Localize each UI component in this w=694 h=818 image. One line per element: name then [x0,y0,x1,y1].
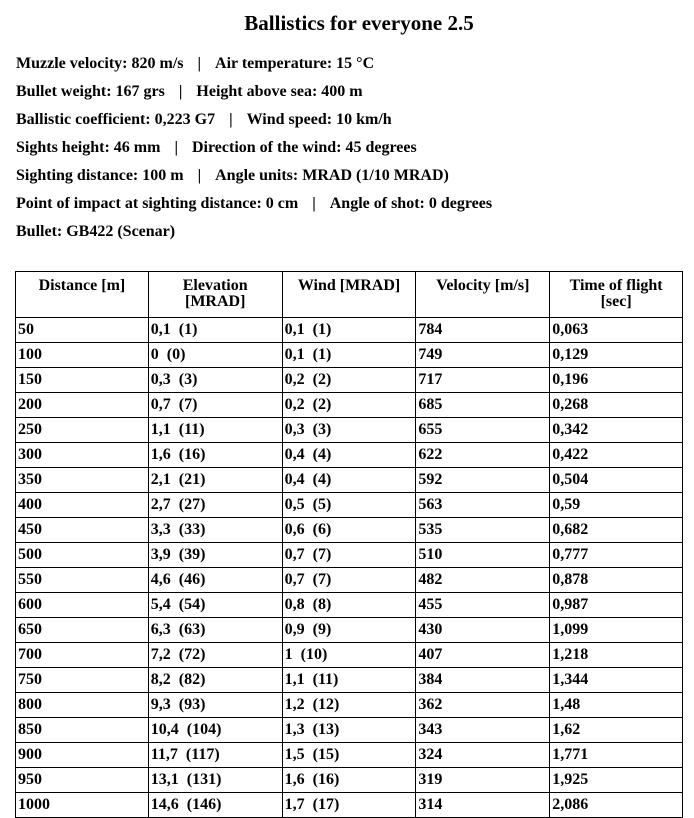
cell-distance: 700 [16,643,149,668]
param-height-above-sea: Height above sea: 400 m [196,83,363,100]
cell-velocity: 314 [416,793,550,818]
cell-velocity: 343 [416,718,550,743]
cell-wind: 1,6 (16) [282,768,416,793]
cell-elevation: 14,6 (146) [148,793,282,818]
cell-elevation: 3,3 (33) [148,518,282,543]
param-muzzle-velocity: Muzzle velocity: 820 m/s [16,55,184,72]
header-velocity: Velocity [m/s] [416,272,550,318]
cell-time-of-flight: 0,129 [550,343,683,368]
cell-elevation: 10,4 (104) [148,718,282,743]
param-bullet: Bullet: GB422 (Scenar) [16,223,176,240]
cell-wind: 0,4 (4) [282,468,416,493]
cell-velocity: 384 [416,668,550,693]
table-header-row [16,272,683,318]
cell-time-of-flight: 0,504 [550,468,683,493]
cell-distance: 850 [16,718,149,743]
cell-elevation: 4,6 (46) [148,568,282,593]
cell-time-of-flight: 0,777 [550,543,683,568]
ballistics-table [15,271,683,818]
table-row [16,693,683,718]
table-row [16,493,683,518]
header-time-of-flight: Time of flight [sec] [550,272,683,318]
cell-elevation: 1,6 (16) [148,443,282,468]
cell-wind: 0,9 (9) [282,618,416,643]
param-separator: | [178,83,183,100]
cell-elevation: 7,2 (72) [148,643,282,668]
cell-velocity: 319 [416,768,550,793]
param-line [16,134,492,162]
cell-time-of-flight: 0,196 [550,368,683,393]
param-wind-direction: Direction of the wind: 45 degrees [191,139,417,156]
table-row [16,743,683,768]
cell-elevation: 2,1 (21) [148,468,282,493]
cell-time-of-flight: 1,099 [550,618,683,643]
table-row [16,793,683,818]
cell-velocity: 784 [416,318,550,343]
cell-velocity: 655 [416,418,550,443]
cell-distance: 900 [16,743,149,768]
param-wind-speed: Wind speed: 10 km/h [246,111,392,128]
param-separator: | [229,111,233,128]
cell-elevation: 6,3 (63) [148,618,282,643]
cell-velocity: 455 [416,593,550,618]
cell-elevation: 2,7 (27) [148,493,282,518]
table-row [16,343,683,368]
cell-wind: 0,8 (8) [282,593,416,618]
cell-distance: 550 [16,568,149,593]
cell-time-of-flight: 0,878 [550,568,683,593]
cell-elevation: 13,1 (131) [148,768,282,793]
cell-distance: 350 [16,468,149,493]
param-angle-of-shot: Angle of shot: 0 degrees [329,195,493,212]
cell-elevation: 1,1 (11) [148,418,282,443]
cell-distance: 150 [16,368,149,393]
cell-wind: 0,7 (7) [282,543,416,568]
param-point-of-impact: Point of impact at sighting distance: 0 cm [16,195,299,212]
table-row [16,668,683,693]
param-separator: | [197,167,202,184]
table-row [16,718,683,743]
param-separator: | [312,195,316,212]
cell-velocity: 717 [416,368,550,393]
cell-wind: 0,7 (7) [282,568,416,593]
param-sights-height: Sights height: 46 mm [16,139,161,156]
cell-distance: 650 [16,618,149,643]
cell-velocity: 749 [416,343,550,368]
cell-distance: 600 [16,593,149,618]
param-angle-units: Angle units: MRAD (1/10 MRAD) [215,167,449,184]
param-air-temperature: Air temperature: 15 °C [215,55,375,72]
cell-time-of-flight: 1,48 [550,693,683,718]
table-body [16,318,683,818]
param-sighting-distance: Sighting distance: 100 m [16,167,184,184]
cell-time-of-flight: 1,344 [550,668,683,693]
cell-elevation: 0,3 (3) [148,368,282,393]
header-elevation: Elevation [MRAD] [148,272,282,318]
param-line [16,190,492,218]
cell-elevation: 9,3 (93) [148,693,282,718]
page-title: Ballistics for everyone 2.5 [244,11,474,35]
cell-distance: 50 [16,318,149,343]
cell-elevation: 5,4 (54) [148,593,282,618]
cell-time-of-flight: 0,342 [550,418,683,443]
cell-distance: 800 [16,693,149,718]
cell-distance: 500 [16,543,149,568]
cell-time-of-flight: 0,063 [550,318,683,343]
table-row [16,768,683,793]
param-separator: | [174,139,178,156]
param-ballistic-coefficient: Ballistic coefficient: 0,223 G7 [16,111,216,128]
cell-time-of-flight: 1,771 [550,743,683,768]
cell-wind: 1,7 (17) [282,793,416,818]
table-row [16,468,683,493]
table-row [16,568,683,593]
param-bullet-weight: Bullet weight: 167 grs [16,83,165,100]
cell-distance: 400 [16,493,149,518]
cell-elevation: 3,9 (39) [148,543,282,568]
cell-time-of-flight: 0,987 [550,593,683,618]
cell-wind: 0,6 (6) [282,518,416,543]
cell-velocity: 510 [416,543,550,568]
cell-elevation: 0,7 (7) [148,393,282,418]
cell-velocity: 362 [416,693,550,718]
cell-distance: 250 [16,418,149,443]
cell-time-of-flight: 0,422 [550,443,683,468]
cell-distance: 1000 [16,793,149,818]
cell-wind: 0,1 (1) [282,318,416,343]
cell-wind: 0,3 (3) [282,418,416,443]
param-line [16,78,492,106]
cell-velocity: 535 [416,518,550,543]
cell-time-of-flight: 0,59 [550,493,683,518]
cell-velocity: 482 [416,568,550,593]
cell-velocity: 407 [416,643,550,668]
cell-velocity: 324 [416,743,550,768]
cell-elevation: 0 (0) [148,343,282,368]
header-wind: Wind [MRAD] [282,272,416,318]
param-separator: | [197,55,202,72]
cell-distance: 450 [16,518,149,543]
param-line [16,218,492,246]
cell-time-of-flight: 1,218 [550,643,683,668]
cell-wind: 0,5 (5) [282,493,416,518]
cell-distance: 300 [16,443,149,468]
table-row [16,518,683,543]
cell-wind: 0,2 (2) [282,368,416,393]
cell-distance: 950 [16,768,149,793]
cell-distance: 200 [16,393,149,418]
cell-distance: 750 [16,668,149,693]
header-distance: Distance [m] [16,272,149,318]
table-row [16,393,683,418]
cell-velocity: 622 [416,443,550,468]
table-row [16,368,683,393]
cell-time-of-flight: 1,62 [550,718,683,743]
param-line [16,106,492,134]
cell-time-of-flight: 0,268 [550,393,683,418]
table-row [16,643,683,668]
table-row [16,318,683,343]
param-line [16,50,492,78]
cell-wind: 1,1 (11) [282,668,416,693]
cell-wind: 0,2 (2) [282,393,416,418]
cell-elevation: 11,7 (117) [148,743,282,768]
cell-velocity: 685 [416,393,550,418]
parameters-list [16,50,492,246]
cell-distance: 100 [16,343,149,368]
table-row [16,443,683,468]
cell-time-of-flight: 1,925 [550,768,683,793]
cell-wind: 1,2 (12) [282,693,416,718]
table-row [16,418,683,443]
cell-elevation: 0,1 (1) [148,318,282,343]
cell-velocity: 430 [416,618,550,643]
param-line [16,162,492,190]
cell-wind: 1,5 (15) [282,743,416,768]
cell-velocity: 563 [416,493,550,518]
cell-velocity: 592 [416,468,550,493]
table-row [16,593,683,618]
cell-time-of-flight: 2,086 [550,793,683,818]
cell-wind: 1,3 (13) [282,718,416,743]
cell-elevation: 8,2 (82) [148,668,282,693]
table-row [16,618,683,643]
cell-time-of-flight: 0,682 [550,518,683,543]
cell-wind: 1 (10) [282,643,416,668]
cell-wind: 0,4 (4) [282,443,416,468]
cell-wind: 0,1 (1) [282,343,416,368]
table-row [16,543,683,568]
